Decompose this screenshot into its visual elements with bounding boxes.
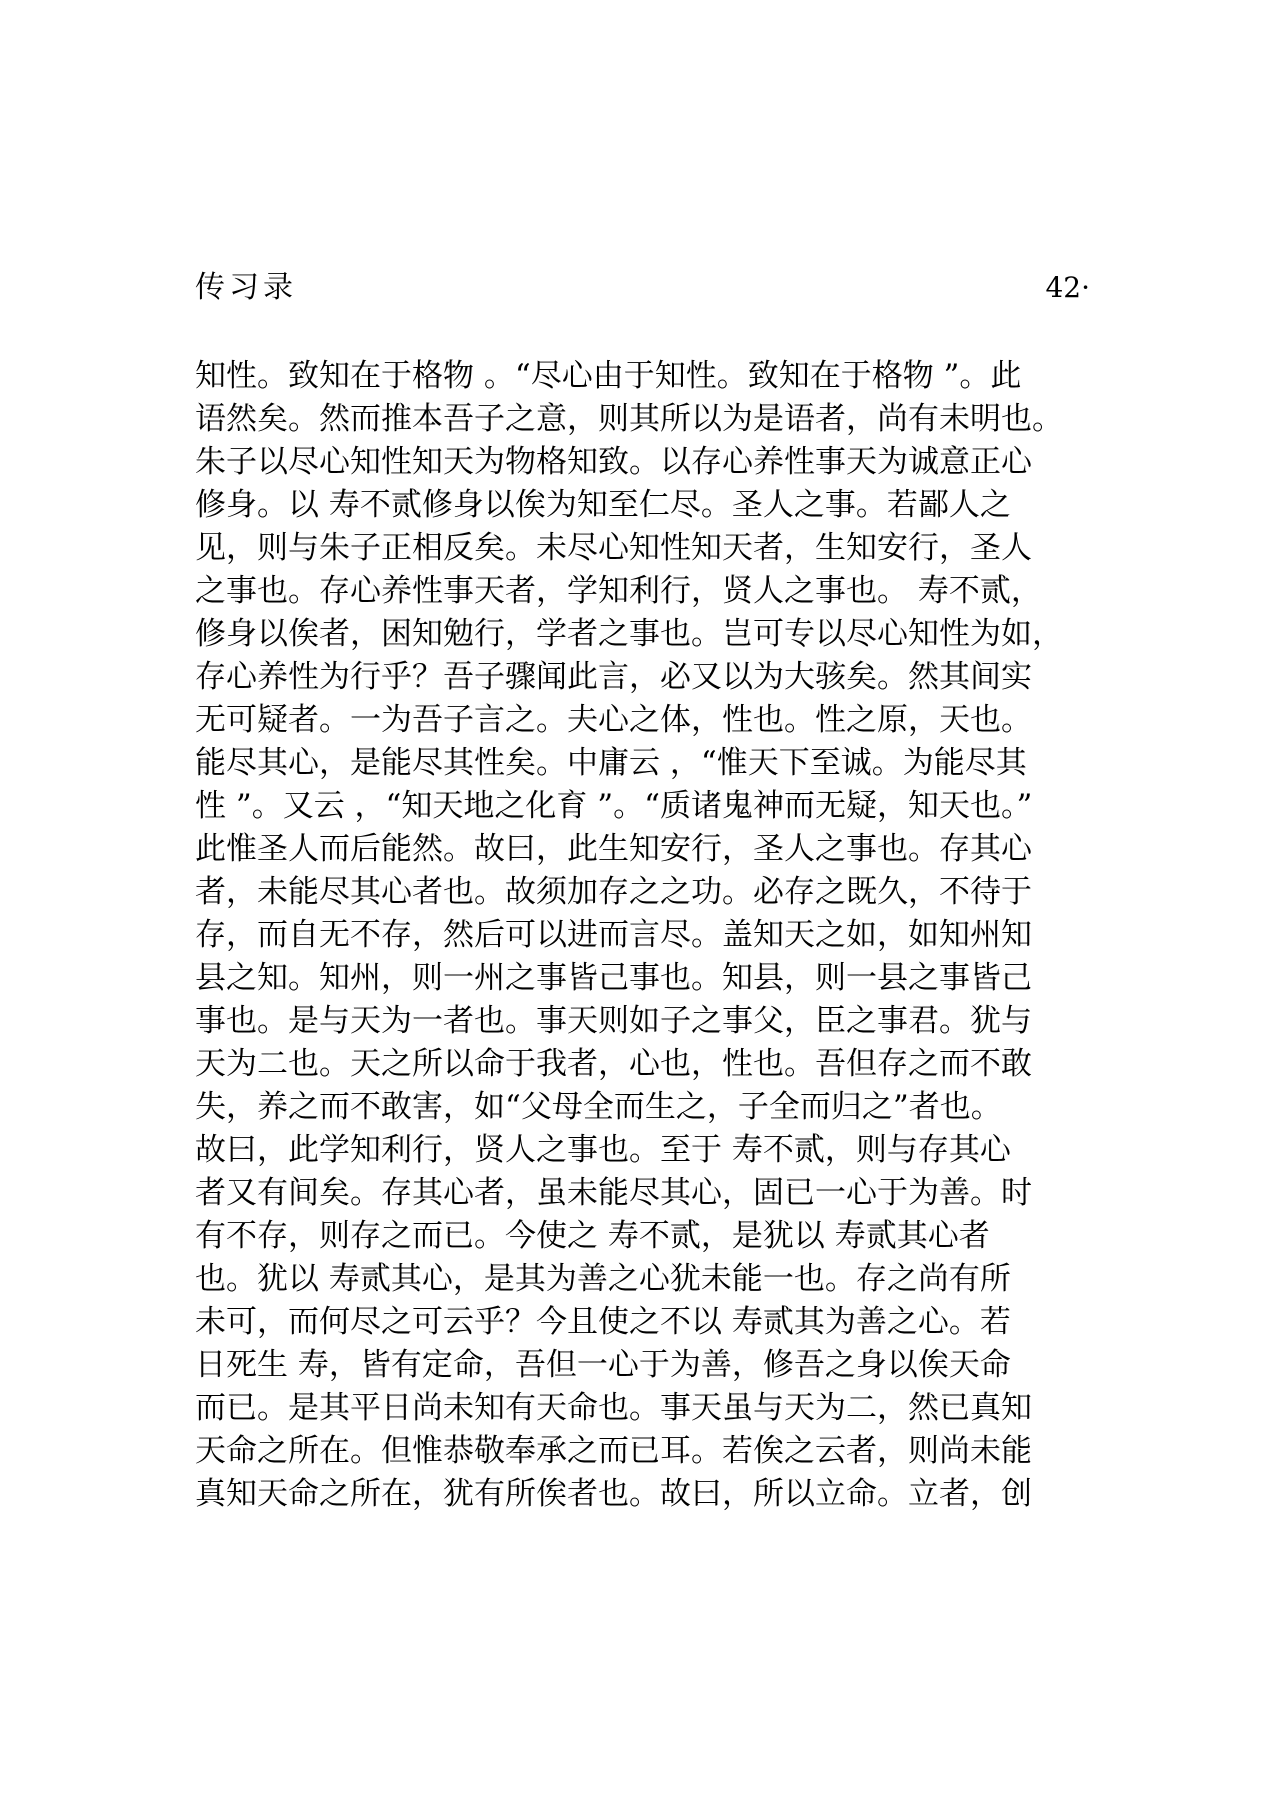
text-line: 日死生 寿，皆有定命，吾但一心于为善，修吾之身以俟天命: [195, 1347, 1011, 1383]
text-line: 故曰，此学知利行，贤人之事也。至于 寿不贰，则与存其心: [195, 1132, 1011, 1168]
text-line: 无可疑者。一为吾子言之。夫心之体，性也。性之原，天也。: [195, 702, 1032, 738]
text-line: 修身。以 寿不贰修身以俟为知至仁尽。圣人之事。若鄙人之: [195, 487, 1011, 523]
text-line: 能尽其心，是能尽其性矣。中庸云 ，“惟天下至诚。为能尽其: [195, 745, 1027, 781]
text-line: 天为二也。天之所以命于我者，心也，性也。吾但存之而不敢: [195, 1046, 1032, 1082]
body-text: [195, 355, 1095, 1516]
text-line: 此惟圣人而后能然。故曰，此生知安行，圣人之事也。存其心: [195, 831, 1032, 867]
text-line: 朱子以尽心知性知天为物格知致。以存心养性事天为诚意正心: [195, 444, 1032, 480]
text-line: 存心养性为行乎？吾子骤闻此言，必又以为大骇矣。然其间实: [195, 659, 1032, 695]
text-line: 语然矣。然而推本吾子之意，则其所以为是语者，尚有未明也。: [195, 401, 1063, 437]
text-line: 存，而自无不存，然后可以进而言尽。盖知天之如，如知州知: [195, 917, 1032, 953]
text-line: 者，未能尽其心者也。故须加存之之功。必存之既久，不待于: [195, 874, 1032, 910]
text-line: 者又有间矣。存其心者，虽未能尽其心，固已一心于为善。时: [195, 1175, 1032, 1211]
text-line: 县之知。知州，则一州之事皆己事也。知县，则一县之事皆己: [195, 960, 1032, 996]
text-line: 知性。致知在于格物 。“尽心由于知性。致知在于格物 ”。此: [195, 358, 1022, 394]
text-line: 而已。是其平日尚未知有天命也。事天虽与天为二，然已真知: [195, 1390, 1032, 1426]
page-number: 42·: [1045, 271, 1090, 304]
text-line: 之事也。存心养性事天者，学知利行，贤人之事也。 寿不贰，: [195, 573, 1042, 609]
text-line: 事也。是与天为一者也。事天则如子之事父，臣之事君。犹与: [195, 1003, 1032, 1039]
text-line: 也。犹以 寿贰其心，是其为善之心犹未能一也。存之尚有所: [195, 1261, 1011, 1297]
text-line: 见，则与朱子正相反矣。未尽心知性知天者，生知安行，圣人: [195, 530, 1032, 566]
text-line: 未可，而何尽之可云乎？今且使之不以 寿贰其为善之心。若: [195, 1304, 1011, 1340]
text-line: 失，养之而不敢害，如“父母全而生之，子全而归之”者也。: [195, 1089, 1002, 1125]
text-line: 修身以俟者，困知勉行，学者之事也。岂可专以尽心知性为如，: [195, 616, 1063, 652]
text-line: 真知天命之所在，犹有所俟者也。故曰，所以立命。立者，创: [195, 1476, 1032, 1512]
text-line: 天命之所在。但惟恭敬奉承之而已耳。若俟之云者，则尚未能: [195, 1433, 1032, 1469]
running-title: 传习录: [195, 270, 297, 305]
page-header: [195, 268, 1090, 308]
text-line: 有不存，则存之而已。今使之 寿不贰，是犹以 寿贰其心者: [195, 1218, 990, 1254]
text-line: 性 ”。又云 ，“知天地之化育 ”。“质诸鬼神而无疑，知天也。”: [195, 788, 1033, 824]
